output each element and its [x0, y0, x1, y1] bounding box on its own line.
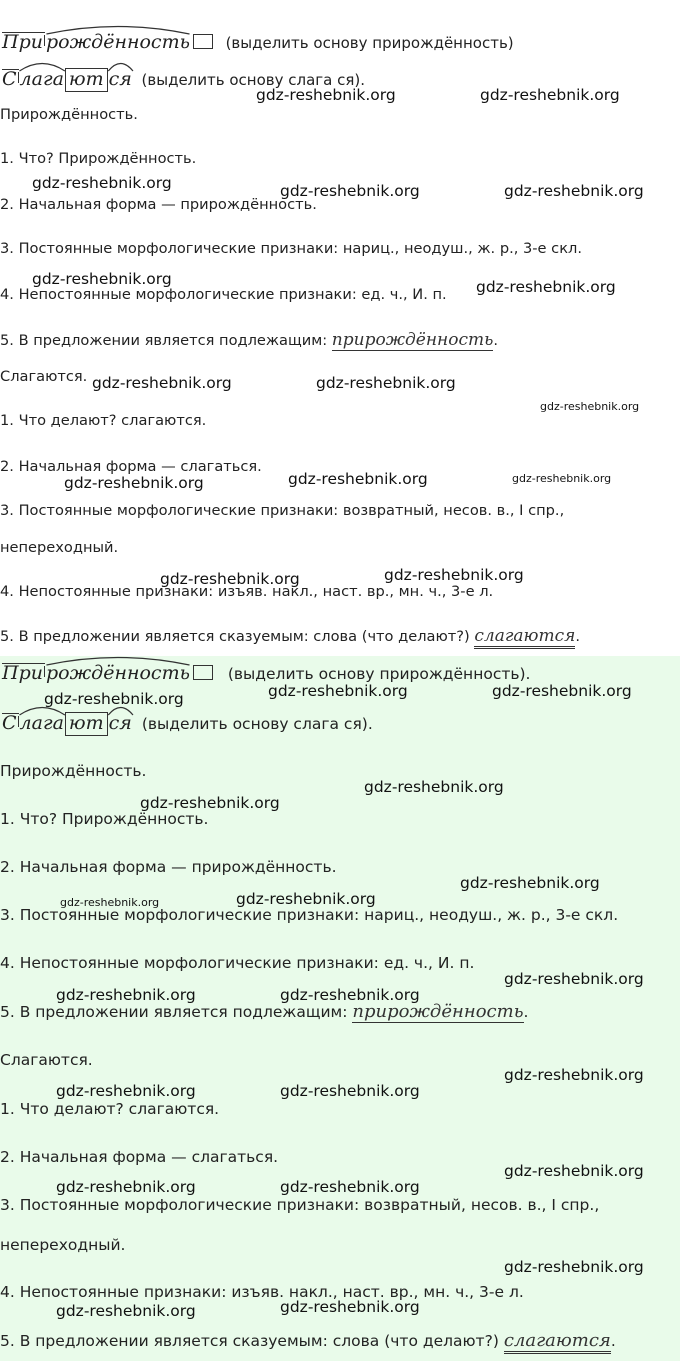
zero-ending-box: [193, 665, 213, 680]
morpheme-parse-2: [2, 712, 373, 736]
verb-item-1: 1. Что делают? слагаются.: [0, 1100, 220, 1118]
watermark: gdz-reshebnik.org: [280, 1298, 420, 1316]
prefix-mark: С: [2, 68, 17, 90]
watermark: gdz-reshebnik.org: [364, 778, 504, 796]
watermark: gdz-reshebnik.org: [316, 374, 456, 392]
watermark: gdz-reshebnik.org: [56, 1178, 196, 1196]
watermark: gdz-reshebnik.org: [460, 874, 600, 892]
verb-item-3-cont: непереходный.: [0, 539, 119, 556]
watermark: gdz-reshebnik.org: [504, 1066, 644, 1084]
watermark: gdz-reshebnik.org: [480, 86, 620, 104]
watermark: gdz-reshebnik.org: [504, 970, 644, 988]
watermark: gdz-reshebnik.org: [56, 986, 196, 1004]
root-arc-icon: [19, 62, 65, 72]
watermark: gdz-reshebnik.org: [32, 270, 172, 288]
watermark: gdz-reshebnik.org: [256, 86, 396, 104]
morpheme-word: [2, 663, 213, 683]
watermark: gdz-reshebnik.org: [504, 1258, 644, 1276]
root-arc-icon: [45, 656, 191, 666]
postfix-mark: [108, 714, 133, 733]
verb-item-5: [0, 628, 580, 649]
watermark: gdz-reshebnik.org: [280, 182, 420, 200]
root-text: лага: [19, 68, 64, 90]
noun-item-5-text: 5. В предложении является подлежащим:: [0, 1003, 348, 1021]
watermark: gdz-reshebnik.org: [280, 1082, 420, 1100]
verb-item-2: 2. Начальная форма — слагаться.: [0, 458, 262, 475]
morpheme-parse-1: [2, 32, 514, 52]
postfix-text: ся: [108, 712, 132, 734]
verb-item-3-cont: непереходный.: [0, 1236, 126, 1254]
verb-item-3: 3. Постоянные морфологические признаки: возвратный, несов. в., I спр.,: [0, 1196, 600, 1214]
noun-item-3: 3. Постоянные морфологические признаки: нариц., неодуш., ж. р., 3-е скл.: [0, 906, 619, 924]
watermark: gdz-reshebnik.org: [44, 690, 184, 708]
subject-word: прирождённость: [352, 1001, 524, 1022]
watermark: gdz-reshebnik.org: [512, 472, 612, 485]
subject-word: прирождённость: [331, 330, 494, 350]
watermark: gdz-reshebnik.org: [268, 682, 408, 700]
prefix-mark: При: [2, 662, 43, 684]
morpheme-parse-1: [2, 663, 530, 683]
root-mark: [45, 33, 191, 52]
parse-note: (выделить основу слага ся).: [141, 71, 366, 89]
root-text: лага: [19, 712, 64, 734]
watermark: gdz-reshebnik.org: [56, 1302, 196, 1320]
watermark: gdz-reshebnik.org: [60, 896, 160, 909]
noun-item-3: 3. Постоянные морфологические признаки: нариц., неодуш., ж. р., 3-е скл.: [0, 240, 582, 257]
noun-item-2: 2. Начальная форма — прирождённость.: [0, 858, 337, 876]
verb-item-5: [0, 1332, 616, 1354]
zero-ending-box: [193, 34, 213, 49]
top-solution: [0, 0, 680, 656]
noun-title: Прирождённость.: [0, 106, 138, 123]
period: .: [523, 1003, 529, 1021]
postfix-mark: [108, 70, 133, 89]
root-arc-icon: [45, 25, 191, 35]
noun-item-5-text: 5. В предложении является подлежащим:: [0, 332, 328, 349]
noun-item-5: [0, 1003, 528, 1023]
noun-title: Прирождённость.: [0, 762, 147, 780]
verb-item-5-text: 5. В предложении является сказуемым: слова (что делают?): [0, 628, 470, 645]
postfix-arc-icon: [108, 62, 133, 72]
morpheme-word: [2, 712, 133, 736]
prefix-mark: При: [2, 31, 43, 53]
period: .: [575, 628, 581, 645]
watermark: gdz-reshebnik.org: [476, 278, 616, 296]
bottom-solution: [0, 656, 680, 1361]
watermark: gdz-reshebnik.org: [492, 682, 632, 700]
watermark: gdz-reshebnik.org: [504, 1162, 644, 1180]
root-text: рождённость: [45, 662, 190, 684]
ending-box: ют: [65, 68, 108, 92]
noun-item-1: 1. Что? Прирождённость.: [0, 810, 209, 828]
period: .: [493, 332, 499, 349]
watermark: gdz-reshebnik.org: [280, 986, 420, 1004]
verb-title: Слагаются.: [0, 1051, 93, 1069]
morpheme-word: [2, 68, 133, 92]
verb-item-4: 4. Непостоянные признаки: изъяв. накл., наст. вр., мн. ч., 3-е л.: [0, 1283, 524, 1301]
watermark: gdz-reshebnik.org: [280, 1178, 420, 1196]
watermark: gdz-reshebnik.org: [92, 374, 232, 392]
predicate-word: слагаются: [474, 628, 575, 649]
predicate-word: слагаются: [504, 1332, 611, 1354]
root-mark: [45, 664, 191, 683]
verb-item-1: 1. Что делают? слагаются.: [0, 412, 207, 429]
parse-note: (выделить основу слага ся).: [141, 715, 373, 733]
root-mark: [19, 714, 65, 733]
watermark: gdz-reshebnik.org: [160, 570, 300, 588]
noun-item-5: [0, 332, 498, 351]
noun-item-2: 2. Начальная форма — прирождённость.: [0, 196, 317, 213]
watermark: gdz-reshebnik.org: [64, 474, 204, 492]
verb-item-5-text: 5. В предложении является сказуемым: слова (что делают?): [0, 1332, 499, 1350]
root-mark: [19, 70, 65, 89]
watermark: gdz-reshebnik.org: [540, 400, 640, 413]
noun-item-4: 4. Непостоянные морфологические признаки: ед. ч., И. п.: [0, 954, 475, 972]
parse-note: (выделить основу прирождённость).: [227, 665, 531, 683]
noun-item-4: 4. Непостоянные морфологические признаки: ед. ч., И. п.: [0, 286, 447, 303]
parse-note: (выделить основу прирождённость): [225, 34, 514, 52]
verb-title: Слагаются.: [0, 368, 88, 385]
ending-box: ют: [65, 712, 108, 736]
verb-item-3: 3. Постоянные морфологические признаки: возвратный, несов. в., I спр.,: [0, 502, 565, 519]
watermark: gdz-reshebnik.org: [504, 182, 644, 200]
prefix-mark: С: [2, 712, 17, 734]
watermark: gdz-reshebnik.org: [140, 794, 280, 812]
verb-item-4: 4. Непостоянные признаки: изъяв. накл., наст. вр., мн. ч., 3-е л.: [0, 583, 494, 600]
root-text: рождённость: [45, 31, 190, 53]
watermark: gdz-reshebnik.org: [236, 890, 376, 908]
watermark: gdz-reshebnik.org: [288, 470, 428, 488]
verb-item-2: 2. Начальная форма — слагаться.: [0, 1148, 279, 1166]
postfix-text: ся: [108, 68, 132, 90]
watermark: gdz-reshebnik.org: [56, 1082, 196, 1100]
watermark: gdz-reshebnik.org: [384, 566, 524, 584]
watermark: gdz-reshebnik.org: [32, 174, 172, 192]
morpheme-word: [2, 32, 213, 52]
noun-item-1: 1. Что? Прирождённость.: [0, 150, 197, 167]
period: .: [610, 1332, 616, 1350]
